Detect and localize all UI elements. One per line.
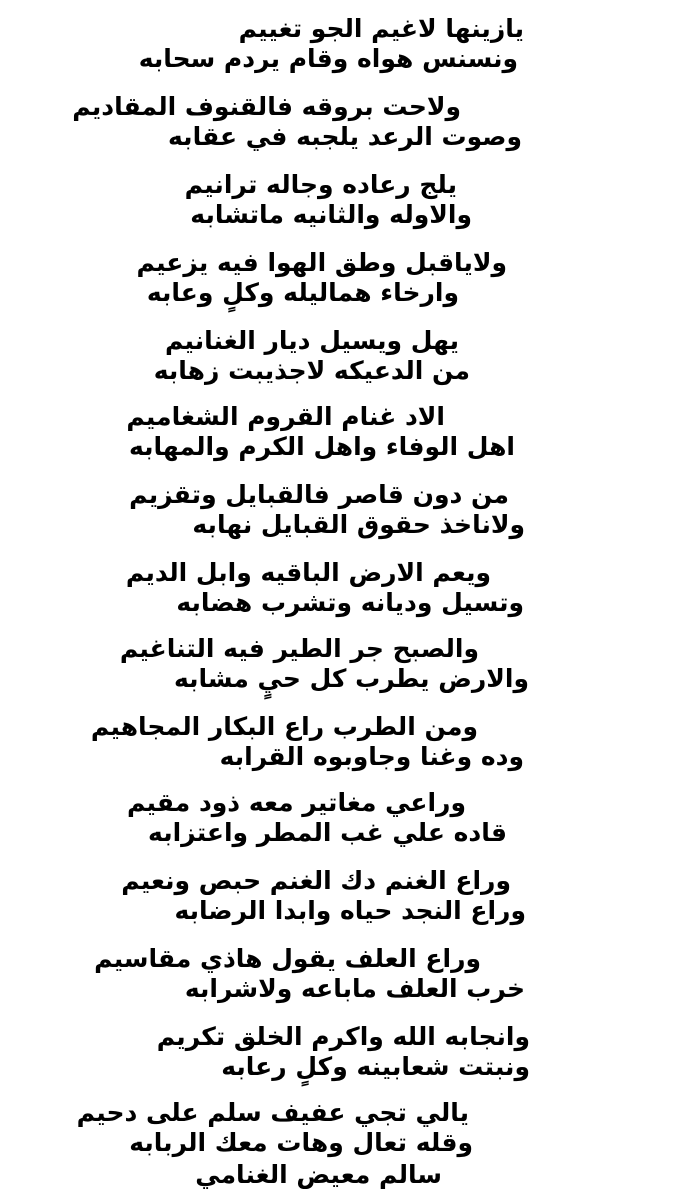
verse-second-hemistich: خرب العلف ماباعه ولاشرابه xyxy=(184,974,525,1003)
verse-second-hemistich: وقله تعال وهات معك الربابه xyxy=(129,1128,473,1157)
verse-second-hemistich: وتسيل وديانه وتشرب هضابه xyxy=(176,588,524,617)
verse-first-hemistich: الاد غنام القروم الشغاميم xyxy=(126,402,445,431)
verse-first-hemistich: ولاياقبل وطق الهوا فيه يزعيم xyxy=(136,248,507,277)
verse-first-hemistich: ومن الطرب راع البكار المجاهيم xyxy=(90,712,478,741)
verse-first-hemistich: وراعي مغاتير معه ذود مقيم xyxy=(126,788,466,817)
verse-second-hemistich: وده وغنا وجاوبوه القرابه xyxy=(219,742,524,771)
verse-second-hemistich: ونبتت شعابينه وكلٍ رعابه xyxy=(221,1052,530,1081)
verse-second-hemistich: اهل الوفاء واهل الكرم والمهابه xyxy=(128,432,515,461)
verse-second-hemistich: قاده علي غب المطر واعتزابه xyxy=(148,818,507,847)
verse-second-hemistich: والارض يطرب كل حيٍ مشابه xyxy=(174,664,529,693)
verse-first-hemistich: وراع الغنم دك الغنم حبص ونعيم xyxy=(121,866,511,895)
verse-first-hemistich: يهل ويسيل ديار الغنانيم xyxy=(164,326,459,355)
poet-signature: سالم معيض الغنامي xyxy=(195,1160,442,1189)
verse-first-hemistich: يازينها لاغيم الجو تغييم xyxy=(238,14,524,43)
verse-second-hemistich: ولاناخذ حقوق القبايل نهابه xyxy=(192,510,525,539)
verse-first-hemistich: يلج رعاده وجاله ترانيم xyxy=(184,170,457,199)
verse-first-hemistich: يالي تجي عفيف سلم على دحيم xyxy=(76,1098,469,1127)
verse-first-hemistich: من دون قاصر فالقبايل وتقزيم xyxy=(129,480,509,509)
verse-second-hemistich: والاوله والثانيه ماتشابه xyxy=(190,200,472,229)
verse-first-hemistich: وراع العلف يقول هاذي مقاسيم xyxy=(94,944,481,973)
verse-first-hemistich: وانجابه الله واكرم الخلق تكريم xyxy=(156,1022,530,1051)
verse-first-hemistich: ولاحت بروقه فالقنوف المقاديم xyxy=(72,92,461,121)
verse-first-hemistich: والصبح جر الطير فيه التناغيم xyxy=(119,634,479,663)
verse-first-hemistich: ويعم الارض الباقيه وابل الديم xyxy=(125,558,491,587)
verse-second-hemistich: من الدعيكه لاجذيبت زهابه xyxy=(153,356,470,385)
verse-second-hemistich: ونسنس هواه وقام يردم سحابه xyxy=(138,44,518,73)
verse-second-hemistich: وارخاء هماليله وكلٍ وعابه xyxy=(146,278,459,307)
verse-second-hemistich: وراع النجد حياه وابدا الرضابه xyxy=(174,896,526,925)
verse-second-hemistich: وصوت الرعد يلجبه في عقابه xyxy=(168,122,522,151)
